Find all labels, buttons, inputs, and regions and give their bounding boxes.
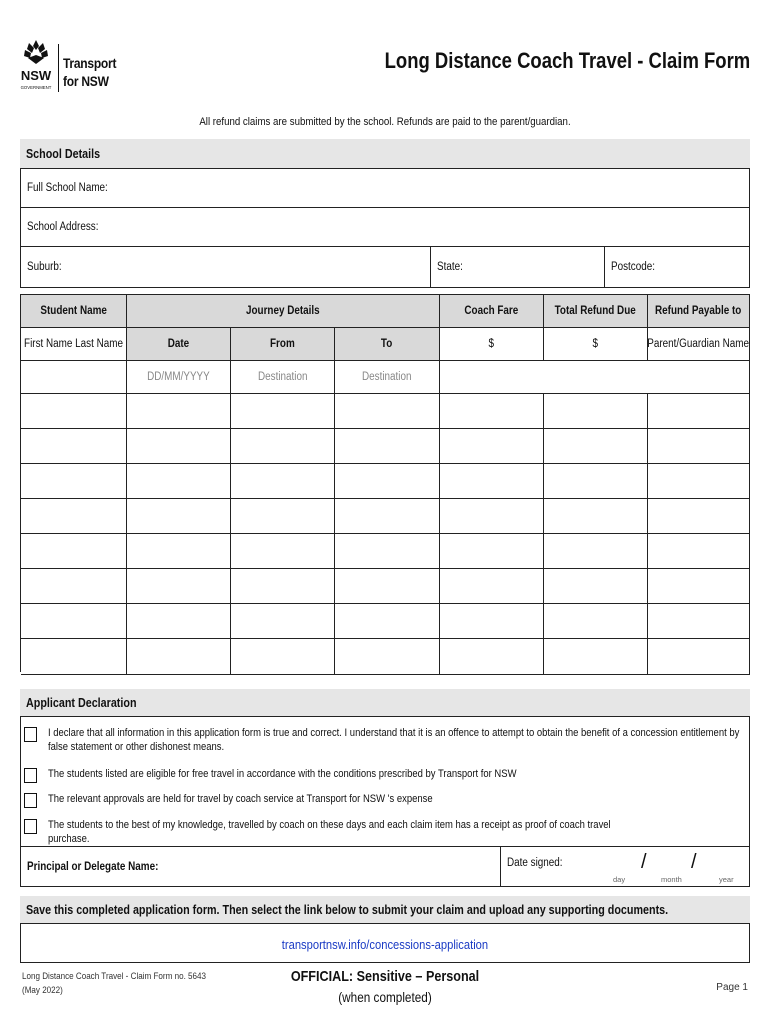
page-header [20, 38, 750, 98]
total-refund-due-cell[interactable] [544, 639, 648, 675]
principal-name-field[interactable]: Principal or Delegate Name: [21, 847, 501, 886]
date-input[interactable]: DD/MM/YYYY [127, 361, 231, 394]
concessions-application-link[interactable]: transportnsw.info/concessions-application [281, 937, 489, 952]
refund-payable-to-cell[interactable] [648, 639, 750, 675]
from-cell[interactable] [231, 499, 335, 534]
from-cell[interactable] [231, 604, 335, 639]
subheader-refund-payable-to: Parent/Guardian Name [648, 328, 750, 361]
school-details-box [20, 168, 750, 288]
to-cell[interactable] [335, 429, 440, 464]
total-refund-due-cell[interactable] [544, 394, 648, 429]
declaration-checkbox-2[interactable] [24, 768, 37, 783]
coach-fare-cell[interactable] [440, 464, 544, 499]
date-slash-2: / [691, 851, 697, 873]
from-input[interactable]: Destination [231, 361, 335, 394]
date-signed-field[interactable]: Date signed: [507, 857, 563, 869]
to-cell[interactable] [335, 394, 440, 429]
classification-note: (when completed) [338, 989, 432, 1005]
student-name-cell[interactable] [21, 639, 127, 675]
student-name-cell[interactable] [21, 569, 127, 604]
header-refund-payable-to: Refund Payable to [648, 295, 750, 328]
refund-payable-to-cell[interactable] [648, 464, 750, 499]
total-refund-due-cell[interactable] [544, 569, 648, 604]
date-slash-1: / [641, 851, 647, 873]
to-cell[interactable] [335, 499, 440, 534]
subheader-total-refund-due: $ [544, 328, 648, 361]
subheader-student-name: First Name Last Name [21, 328, 127, 361]
classification-label: OFFICIAL: Sensitive – Personal [290, 968, 480, 985]
date-cell[interactable] [127, 569, 231, 604]
full-school-name-field[interactable]: Full School Name: [21, 169, 749, 208]
to-cell[interactable] [335, 639, 440, 675]
coach-fare-cell[interactable] [440, 604, 544, 639]
student-name-input[interactable] [21, 361, 127, 394]
declaration-checkbox-3[interactable] [24, 793, 37, 808]
to-cell[interactable] [335, 604, 440, 639]
claim-table [20, 294, 750, 672]
logo-text-line2: for NSW [63, 73, 109, 89]
footer-classification [0, 968, 770, 1005]
from-cell[interactable] [231, 569, 335, 604]
from-cell[interactable] [231, 394, 335, 429]
refund-payable-to-cell[interactable] [648, 429, 750, 464]
date-cell[interactable] [127, 534, 231, 569]
svg-text:NSW: NSW [20, 68, 52, 83]
declaration-item: The relevant approvals are held for travel by coach service at Transport for NSW 's expense [24, 792, 744, 808]
to-cell[interactable] [335, 464, 440, 499]
student-name-cell[interactable] [21, 499, 127, 534]
page-number: Page 1 [716, 982, 748, 993]
date-cell[interactable] [127, 639, 231, 675]
subtitle: All refund claims are submitted by the school. Refunds are paid to the parent/guardian. [199, 116, 571, 128]
footer-form-date: (May 2022) [22, 985, 63, 996]
declaration-checkbox-1[interactable] [24, 727, 37, 742]
coach-fare-cell[interactable] [440, 499, 544, 534]
coach-fare-cell[interactable] [440, 429, 544, 464]
day-label: day [613, 875, 626, 884]
declaration-item: I declare that all information in this application form is true and correct. I understand that it is an offence to attempt to obtain the benefit of a concession entitlement by false statement or other dishonest means. [24, 726, 744, 754]
total-refund-due-cell[interactable] [544, 464, 648, 499]
to-cell[interactable] [335, 569, 440, 604]
suburb-field[interactable]: Suburb: [21, 247, 431, 287]
school-details-heading: School Details [20, 139, 750, 168]
coach-fare-cell[interactable] [440, 534, 544, 569]
waratah-logo-icon [20, 38, 52, 92]
from-cell[interactable] [231, 534, 335, 569]
total-refund-due-cell[interactable] [544, 499, 648, 534]
coach-fare-cell[interactable] [440, 569, 544, 604]
student-name-cell[interactable] [21, 464, 127, 499]
to-cell[interactable] [335, 534, 440, 569]
total-refund-due-cell[interactable] [544, 534, 648, 569]
refund-payable-to-cell[interactable] [648, 499, 750, 534]
transport-nsw-logo [20, 38, 120, 98]
total-refund-due-cell[interactable] [544, 604, 648, 639]
logo-text-line1: Transport [63, 55, 117, 71]
year-label: year [719, 875, 734, 884]
header-total-refund-due: Total Refund Due [544, 295, 648, 328]
page-title: Long Distance Coach Travel - Claim Form [384, 48, 750, 73]
date-cell[interactable] [127, 429, 231, 464]
student-name-cell[interactable] [21, 429, 127, 464]
date-cell[interactable] [127, 499, 231, 534]
submit-instruction: Save this completed application form. Then select the link below to submit your claim and upload any supporting documents. [20, 896, 750, 923]
declaration-item: The students listed are eligible for free travel in accordance with the conditions prescribed by Transport for NSW [24, 767, 744, 783]
svg-text:GOVERNMENT: GOVERNMENT [20, 85, 52, 90]
from-cell[interactable] [231, 429, 335, 464]
logo-divider [58, 44, 59, 92]
subheader-to: To [335, 328, 440, 361]
subheader-coach-fare: $ [440, 328, 544, 361]
refund-payable-to-cell[interactable] [648, 534, 750, 569]
coach-fare-cell[interactable] [440, 394, 544, 429]
applicant-declaration-heading: Applicant Declaration [20, 689, 750, 716]
date-cell[interactable] [127, 604, 231, 639]
state-field[interactable]: State: [431, 247, 605, 287]
refund-payable-to-cell[interactable] [648, 604, 750, 639]
date-cell[interactable] [127, 394, 231, 429]
header-student-name: Student Name [21, 295, 127, 328]
date-cell[interactable] [127, 464, 231, 499]
school-address-field[interactable]: School Address: [21, 208, 749, 247]
coach-fare-cell[interactable] [440, 639, 544, 675]
refund-payable-to-cell[interactable] [648, 394, 750, 429]
month-label: month [661, 875, 682, 884]
header-coach-fare: Coach Fare [440, 295, 544, 328]
subheader-date: Date [127, 328, 231, 361]
total-refund-due-cell[interactable] [544, 429, 648, 464]
refund-payable-to-cell[interactable] [648, 569, 750, 604]
footer-form-name: Long Distance Coach Travel - Claim Form no. 5643 [22, 971, 207, 982]
to-input[interactable]: Destination [335, 361, 440, 394]
placeholder-row-remaining [440, 361, 750, 394]
declaration-checkbox-4[interactable] [24, 819, 37, 834]
from-cell[interactable] [231, 464, 335, 499]
header-journey-details: Journey Details [127, 295, 440, 328]
student-name-cell[interactable] [21, 534, 127, 569]
student-name-cell[interactable] [21, 604, 127, 639]
student-name-cell[interactable] [21, 394, 127, 429]
declaration-item: The students to the best of my knowledge, travelled by coach on these days and each claim item has a receipt as proof of coach travel purchase. [24, 818, 744, 846]
postcode-field[interactable]: Postcode: [611, 261, 655, 273]
from-cell[interactable] [231, 639, 335, 675]
subheader-from: From [231, 328, 335, 361]
